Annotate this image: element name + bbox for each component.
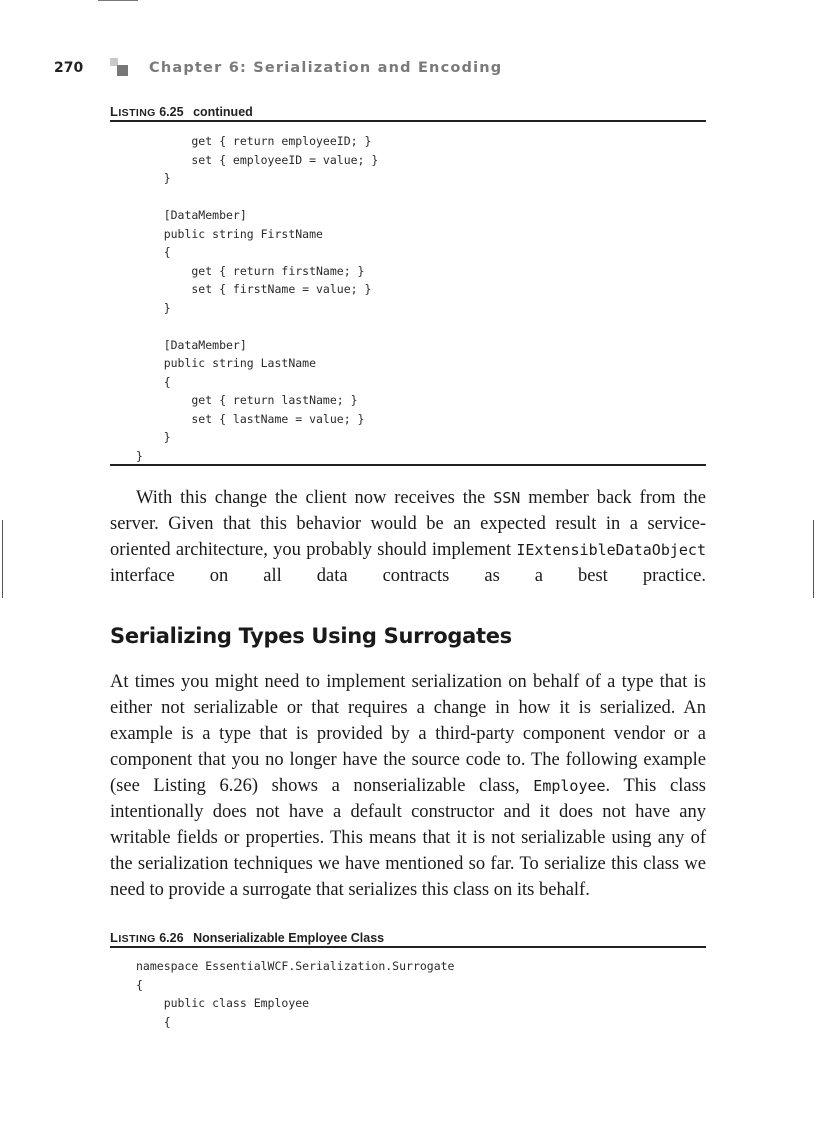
chapter-square-icon (110, 58, 130, 78)
chapter-title: Chapter 6: Serialization and Encoding (149, 60, 503, 76)
code-listing-6-25: get { return employeeID; } set { employeeID = value; } } [DataMember] public string FirstName { get { return firstName; } set { firstName = value; } } [DataMember] public string LastName { get { return lastName; } set { lastName = value; } } } (136, 134, 379, 463)
listing-end-rule (110, 464, 706, 466)
right-margin-mark (813, 520, 814, 598)
code-listing-6-26: namespace EssentialWCF.Serialization.Surrogate { public class Employee { (136, 959, 455, 1029)
listing-number: 6.26 (159, 931, 184, 945)
listing-name: continued (193, 105, 253, 119)
listing-6-25-label: LISTING 6.25 continued (110, 104, 706, 122)
body-paragraph: At times you might need to implement serialization on behalf of a type that is either not serializable or that requires a change in how it is serialized. An example is a type that is provided by a third-party component vendor or a component that you no longer have the source code to. The following example (see Listing 6.26) shows a nonserializable class, Employee. This class intentionally does not have a default constructor and it does not have any writable fields or properties. This means that it is not serializable using any of the serialization techniques we have mentioned so far. To serialize this class we need to provide a surrogate that serializes this class on its behalf. (110, 672, 706, 900)
top-rule (98, 0, 138, 1)
page-number: 270 (54, 60, 84, 76)
left-margin-mark (2, 520, 3, 598)
listing-name: Nonserializable Employee Class (193, 931, 385, 945)
section-heading: Serializing Types Using Surrogates (110, 624, 512, 648)
body-paragraph: With this change the client now receives the SSN member back from the server. Given that this behavior would be an expected result in a service-oriented architecture, you probably should implement IExtensibleDataObject interface on all data contracts as a best practice. (110, 488, 706, 586)
listing-number: 6.25 (159, 105, 184, 119)
listing-6-26-label: LISTING 6.26 Nonserializable Employee Class (110, 930, 706, 948)
